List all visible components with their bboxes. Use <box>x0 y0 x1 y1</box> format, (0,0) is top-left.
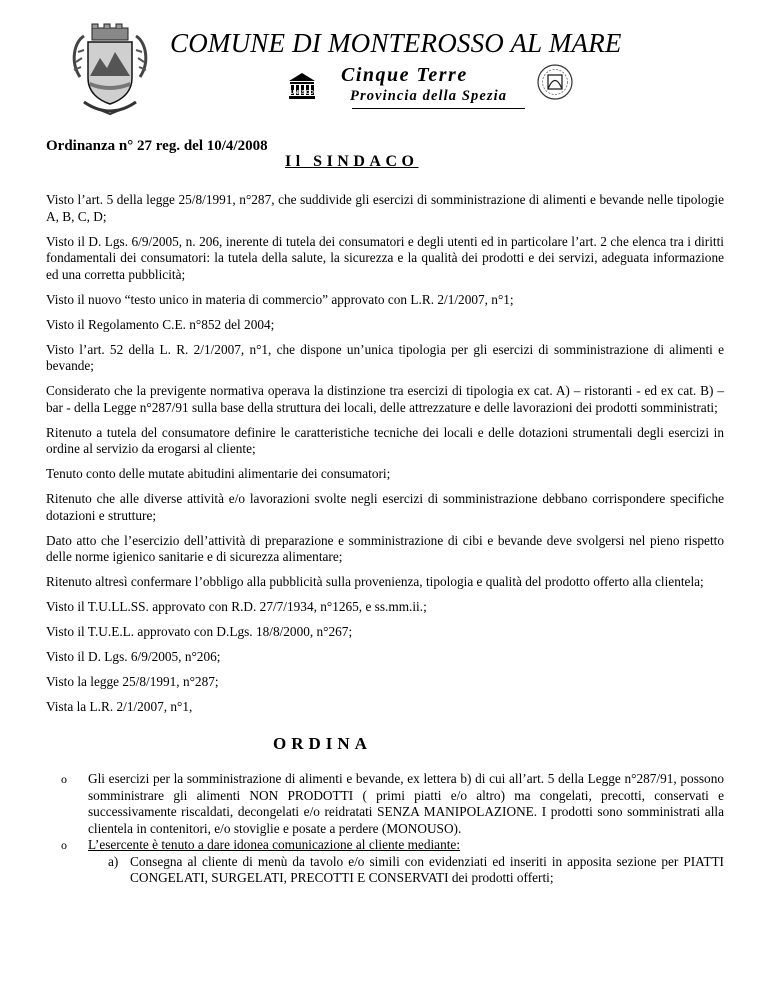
recital-paragraph: Ritenuto a tutela del consumatore definire le caratteristiche tecniche dei locali e delle dotazioni strumentali degli esercizi in ordine al servizio da erogarsi al cliente; <box>46 424 724 456</box>
recital-paragraph: Considerato che la previgente normativa operava la distinzione tra esercizi di tipologia ex cat. A) – ristoranti - ed ex cat. B) – bar - della Legge n°287/91 sulla base della struttura dei locali, delle attrezzature e delle lavorazioni dei prodotti somministrati; <box>46 383 724 415</box>
recital-paragraph: Vista la L.R. 2/1/2007, n°1, <box>46 699 193 714</box>
recital-paragraph: Dato atto che l’esercizio dell’attività di preparazione e somministrazione di cibi e bevande deve svolgersi nel pieno rispetto delle norme igienico sanitarie e di sicurezza alimentare; <box>46 532 724 564</box>
sub-item-label: a) <box>108 853 119 869</box>
municipality-title: COMUNE DI MONTEROSSO AL MARE <box>170 28 622 58</box>
list-item <box>46 837 724 854</box>
bullet-marker: o <box>61 772 67 786</box>
recital-paragraph: Ritenuto che alle diverse attività e/o lavorazioni svolte negli esercizi di somministrazione debbano corrispondere specifiche dotazioni e strutture; <box>46 491 724 523</box>
recital-paragraph: Tenuto conto delle mutate abitudini alimentarie dei consumatori; <box>46 466 391 481</box>
recital-paragraph: Visto l’art. 5 della legge 25/8/1991, n°287, che suddivide gli esercizi di somministrazione di alimenti e bevande nelle tipologie A, B, C, D; <box>46 192 724 224</box>
order-list <box>46 771 724 887</box>
ordinance-number: Ordinanza n° 27 reg. del 10/4/2008 <box>46 138 268 154</box>
recitals <box>46 192 724 724</box>
recital-paragraph: Visto il nuovo “testo unico in materia di commercio” approvato con L.R. 2/1/2007, n°1; <box>46 291 514 307</box>
recital-paragraph: Visto il D. Lgs. 6/9/2005, n. 206, inerente di tutela dei consumatori e degli utenti ed in particolare l’art. 2 che elenca tra i diritti fondamentali dei consumatori: la tutela della salute, la sicurezza e la qualità dei prodotti e dei servizi, adeguata informazione ed una corretta pubblicità; <box>46 233 724 282</box>
world-heritage-emblem-icon <box>536 62 574 102</box>
recital-paragraph: Visto il T.U.LL.SS. approvato con R.D. 27/7/1934, n°1265, e ss.mm.ii.; <box>46 599 427 614</box>
list-item-text: L’esercente è tenuto a dare idonea comunicazione al cliente mediante: <box>88 837 461 852</box>
bullet-marker: o <box>61 838 67 852</box>
recital-paragraph: Visto la legge 25/8/1991, n°287; <box>46 674 219 689</box>
recital-paragraph: Visto il Regolamento C.E. n°852 del 2004; <box>46 316 275 332</box>
province-label: Provincia della Spezia <box>350 88 508 104</box>
ordina-heading: ORDINA <box>273 734 372 753</box>
municipal-crest-icon <box>70 22 150 118</box>
subtitle: Cinque Terre <box>341 64 468 86</box>
recital-paragraph: Visto il T.U.E.L. approvato con D.Lgs. 18/8/2000, n°267; <box>46 624 353 639</box>
letterhead <box>0 0 768 135</box>
recital-paragraph: Visto l’art. 52 della L. R. 2/1/2007, n°1, che dispone un’unica tipologia per gli esercizi di somministrazione di alimenti e bevande; <box>46 341 724 373</box>
list-item-text: Gli esercizi per la somministrazione di alimenti e bevande, ex lettera b) di cui all’art. 5 della Legge n°287/91, possono somministrare gli alimenti NON PRODOTTI ( primi piatti e/o altro) ma congelati, precotti, conservati e successivamente riscaldati, decongelati e/o reidratati SENZA MANIPOLAZIONE. I prodotti sono somministrati alla clientela in contenitori, e/o stoviglie e posate a perdere (MONOUSO). <box>88 771 724 836</box>
unesco-logo-icon <box>286 69 318 101</box>
list-item <box>46 771 724 837</box>
recital-paragraph: Ritenuto altresì confermare l’obbligo alla pubblicità sulla provenienza, tipologia e qualità del prodotto offerto alla clientela; <box>46 574 704 589</box>
unesco-logo-text: UNESCO <box>290 90 314 96</box>
header-divider <box>352 108 525 109</box>
sub-list-item <box>46 854 724 887</box>
sub-item-text: Consegna al cliente di menù da tavolo e/o simili con evidenziati ed inseriti in apposita sezione per PIATTI CONGELATI, SURGELATI, PRECOTTI E CONSERVATI dei prodotti offerti; <box>130 853 724 885</box>
sindaco-heading: Il SINDACO <box>285 153 419 170</box>
recital-paragraph: Visto il D. Lgs. 6/9/2005, n°206; <box>46 649 221 664</box>
